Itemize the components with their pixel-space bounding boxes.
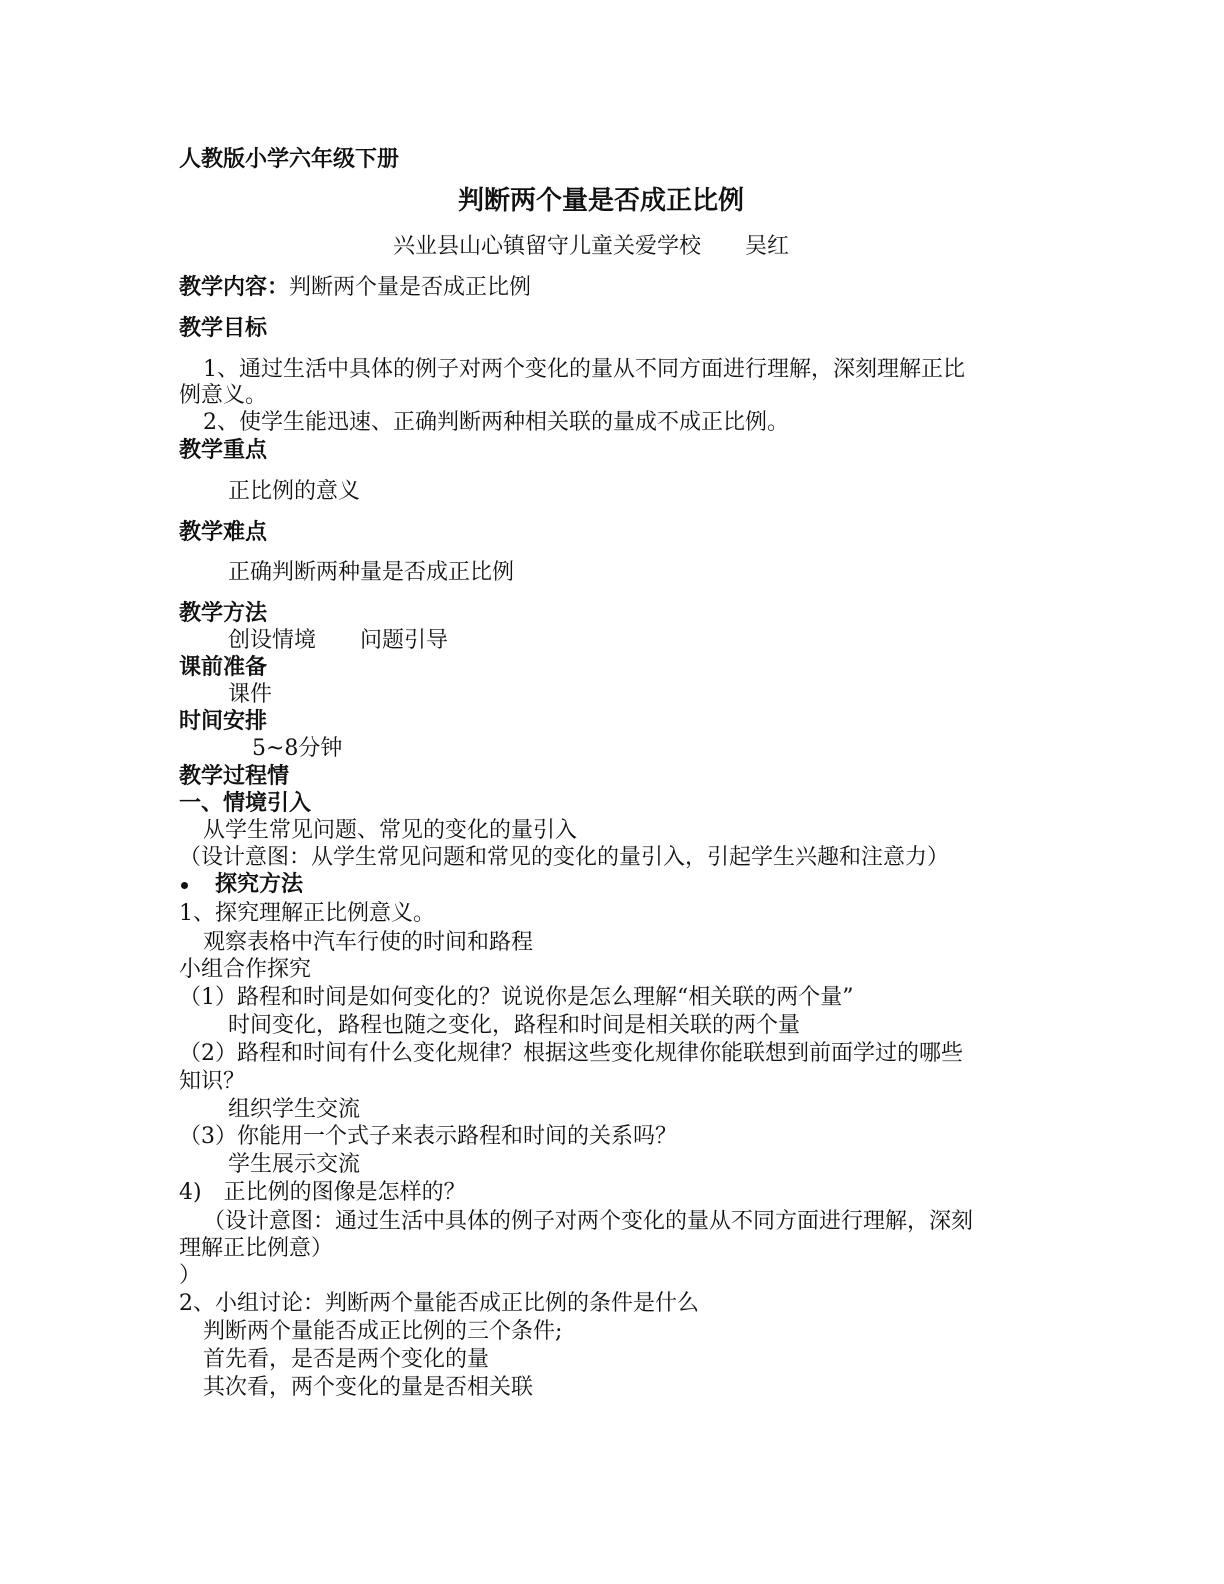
question-3-answer: 学生展示交流 xyxy=(228,1152,361,1177)
question-2-line-1: （2）路程和时间有什么变化规律？根据这些变化规律你能联想到前面学过的哪些 xyxy=(179,1041,963,1066)
bullet-explore-method: 探究方法 xyxy=(215,872,304,897)
section-1-design-note: （设计意图：从学生常见问题和常见的变化的量引入，引起学生兴趣和注意力） xyxy=(179,845,950,870)
process-point-2: 2、小组讨论：判断两个量能否成正比例的条件是什么 xyxy=(179,1291,699,1316)
teaching-content xyxy=(179,274,531,302)
bullet-dot xyxy=(181,882,188,889)
question-1: （1）路程和时间是如何变化的？说说你是怎么理解“相关联的两个量” xyxy=(179,985,854,1010)
prep-heading: 课前准备 xyxy=(179,655,268,680)
author-line: 兴业县山心镇留守儿童关爱学校 吴红 xyxy=(393,234,790,259)
process-point-2-line-3: 其次看，两个变化的量是否相关联 xyxy=(203,1375,534,1400)
design-note-2-line-2: 理解正比例意） xyxy=(179,1236,334,1261)
method-text: 创设情境 问题引导 xyxy=(228,628,449,653)
document-header: 人教版小学六年级下册 xyxy=(179,147,400,172)
section-1-heading: 一、情境引入 xyxy=(179,791,312,816)
question-2-line-2: 知识？ xyxy=(179,1069,246,1094)
goal-1-line-2: 例意义。 xyxy=(179,383,268,408)
question-1-answer: 时间变化，路程也随之变化，路程和时间是相关联的两个量 xyxy=(228,1013,801,1038)
goal-1-line-1: 1、通过生活中具体的例子对两个变化的量从不同方面进行理解，深刻理解正比 xyxy=(203,357,965,382)
group-explore: 小组合作探究 xyxy=(179,957,312,982)
difficulty-heading: 教学难点 xyxy=(179,520,268,545)
teaching-content-label: 教学内容： xyxy=(179,275,290,300)
key-point-heading: 教学重点 xyxy=(179,438,268,463)
prep-text: 课件 xyxy=(228,682,273,707)
time-text: 5~8分钟 xyxy=(252,736,343,761)
goal-2: 2、使学生能迅速、正确判断两种相关联的量成不成正比例。 xyxy=(203,410,789,435)
design-note-2-line-3: ） xyxy=(179,1263,202,1288)
section-1-line-1: 从学生常见问题、常见的变化的量引入 xyxy=(203,818,578,843)
process-point-2-line-2: 首先看，是否是两个变化的量 xyxy=(203,1347,490,1372)
design-note-2-line-1: （设计意图：通过生活中具体的例子对两个变化的量从不同方面进行理解，深刻 xyxy=(203,1209,974,1234)
teaching-content-text: 判断两个量是否成正比例 xyxy=(289,275,532,300)
process-point-1-sub: 观察表格中汽车行使的时间和路程 xyxy=(203,930,534,955)
difficulty-text: 正确判断两种量是否成正比例 xyxy=(228,560,515,585)
key-point-text: 正比例的意义 xyxy=(228,479,361,504)
process-heading: 教学过程情 xyxy=(179,764,290,789)
goals-heading: 教学目标 xyxy=(179,316,268,341)
question-3: （3）你能用一个式子来表示路程和时间的关系吗？ xyxy=(179,1124,677,1149)
question-2-answer: 组织学生交流 xyxy=(228,1097,361,1122)
process-point-2-line-1: 判断两个量能否成正比例的三个条件; xyxy=(203,1319,563,1344)
question-4: 4) 正比例的图像是怎样的？ xyxy=(179,1180,466,1205)
page-title: 判断两个量是否成正比例 xyxy=(458,186,745,216)
process-point-1: 1、探究理解正比例意义。 xyxy=(179,901,435,926)
time-heading: 时间安排 xyxy=(179,709,268,734)
method-heading: 教学方法 xyxy=(179,601,268,626)
